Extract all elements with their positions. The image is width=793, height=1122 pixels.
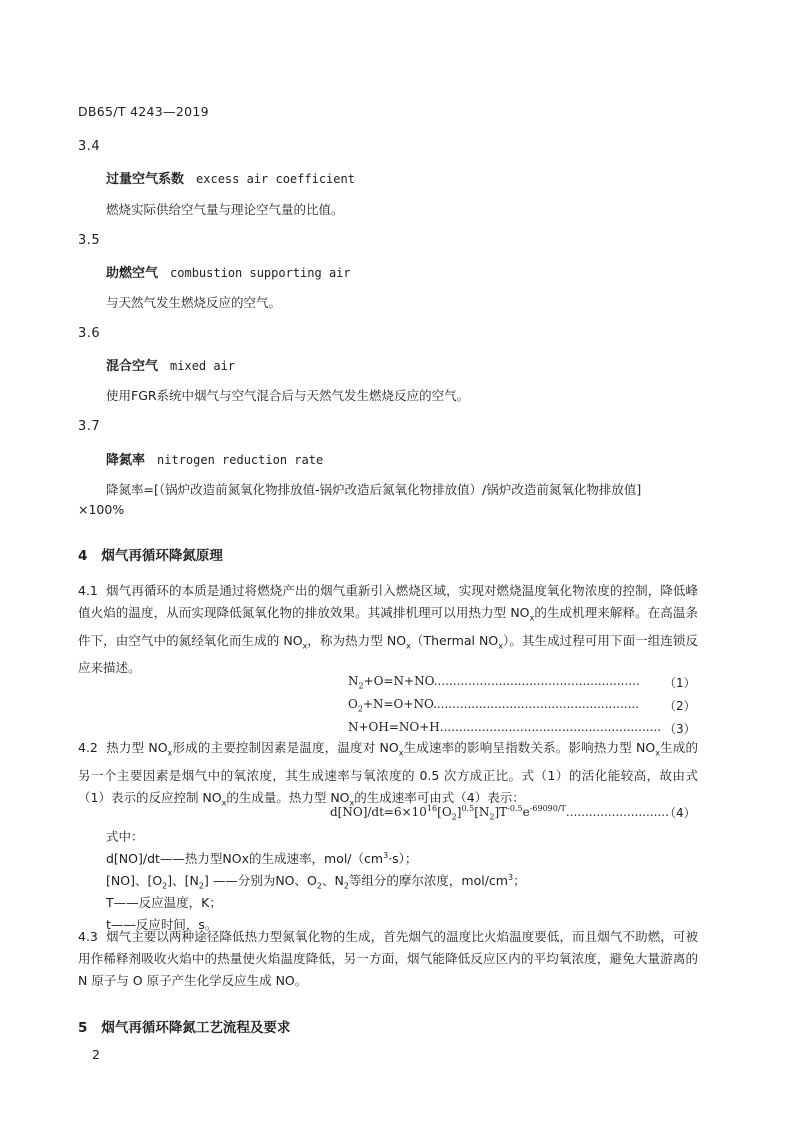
where-text: ·s）； xyxy=(388,851,418,866)
term-title xyxy=(106,168,355,187)
eq-sup: -69090/T xyxy=(529,804,566,813)
term-en: mixed air xyxy=(170,359,236,373)
where-line xyxy=(106,849,417,867)
where-sup: 3 xyxy=(383,850,389,860)
section-heading xyxy=(78,1016,290,1036)
term-title xyxy=(106,262,351,281)
where-text: [NO]、[O xyxy=(106,873,163,888)
where-sub: 2 xyxy=(343,881,349,891)
equation-4 xyxy=(330,804,669,821)
subscript: x xyxy=(221,798,227,807)
eq-leader: ...................................................... xyxy=(433,697,640,711)
section-number: 5 xyxy=(78,1020,88,1036)
term-number: 3.7 xyxy=(78,419,101,434)
eq-text: e xyxy=(522,805,530,819)
where-line: T——反应温度，K； xyxy=(106,895,222,910)
term-zh: 过量空气系数 xyxy=(106,172,185,187)
standard-id: DB65/T 4243—2019 xyxy=(78,104,209,119)
eq-text: O xyxy=(348,697,358,711)
subscript: x xyxy=(655,748,660,758)
eq-sub: 2 xyxy=(489,812,495,822)
clause-number: 4.1 xyxy=(78,583,98,598)
term-definition: 与天然气发生燃烧反应的空气。 xyxy=(106,295,282,310)
subscript: x xyxy=(529,613,535,623)
equation-2 xyxy=(348,697,639,713)
term-number: 3.5 xyxy=(78,233,101,248)
where-text: 、N xyxy=(321,873,344,888)
where-sub: 2 xyxy=(198,881,204,891)
term-zh: 助燃空气 xyxy=(106,266,159,281)
where-line xyxy=(106,871,526,891)
section-title: 烟气再循环降氮工艺流程及要求 xyxy=(101,1020,291,1036)
subscript: x xyxy=(498,641,503,650)
paragraph-4-3 xyxy=(78,926,698,992)
where-sub: 2 xyxy=(162,881,168,891)
equation-number: （3） xyxy=(664,722,696,736)
eq-leader: .......................................................... xyxy=(439,720,662,734)
term-definition: 燃烧实际供给空气量与理论空气量的比值。 xyxy=(106,202,344,217)
where-line: t——反应时间，s。 xyxy=(106,917,218,932)
eq-text: N xyxy=(348,674,359,688)
para-text: 生成速率的影响呈指数关系。影响热力型 NO xyxy=(403,740,656,755)
subscript: x xyxy=(398,748,404,758)
subscript: x xyxy=(349,798,355,807)
eq-text: d[NO]/dt=6×10 xyxy=(330,805,427,819)
para-text: 热力型 NO xyxy=(106,740,168,755)
para-text: ，称为热力型 NO xyxy=(307,632,407,648)
para-text: 的生成量。热力型 NO xyxy=(226,789,350,805)
eq-text: +N=O+NO xyxy=(362,697,434,711)
eq-leader: ........................... xyxy=(565,805,669,819)
where-text: 等组分的摩尔浓度，mol/cm xyxy=(348,873,508,888)
equation-3 xyxy=(348,720,661,734)
term-definition: 降氮率=[（锅炉改造前氮氧化物排放值-锅炉改造后氮氧化物排放值）/锅炉改造前氮氧化物排放值] xyxy=(106,482,642,497)
eq-text: ] xyxy=(456,805,462,819)
para-text: 形成的主要控制因素是温度，温度对 NO xyxy=(172,740,399,755)
para-text: 的生成机理来解释。在高温条件下，由空气中的氮经氧化而生成的 NO xyxy=(78,605,698,648)
eq-text: [O xyxy=(437,805,452,819)
eq-text: [N xyxy=(474,805,490,819)
subscript: x xyxy=(406,641,411,650)
section-title: 烟气再循环降氮原理 xyxy=(101,548,223,564)
term-en: nitrogen reduction rate xyxy=(157,453,324,467)
term-title xyxy=(106,355,235,374)
eq-sup: -0.5 xyxy=(507,804,523,813)
eq-sub: 2 xyxy=(357,704,363,714)
term-definition: 使用FGR系统中烟气与空气混合后与天然气发生燃烧反应的空气。 xyxy=(106,388,470,403)
equation-1 xyxy=(348,674,640,690)
para-text: 的生成速率可由式（4）表示： xyxy=(354,789,525,805)
where-text: ] ——分别为NO、O xyxy=(203,873,317,888)
term-title xyxy=(106,449,323,468)
paragraph-4-1 xyxy=(78,580,698,679)
subscript: x xyxy=(167,748,173,758)
eq-leader: ...................................................... xyxy=(433,674,640,688)
eq-text: +O=N+NO xyxy=(363,674,434,688)
where-text: ； xyxy=(513,873,526,888)
where-sub: 2 xyxy=(316,881,322,891)
eq-sup: 16 xyxy=(426,804,438,813)
subscript: x xyxy=(302,641,308,650)
para-text: 生成的另一个主要因素是烟气中的氧浓度，其生成速率与氧浓度的 0.5 次方成正比。式（1）的活化能较高，故由式（1）表示的反应控制 NO xyxy=(78,740,698,805)
section-number: 4 xyxy=(78,548,88,564)
section-heading xyxy=(78,544,223,564)
para-text: ）。其生成过程可用下面一组连锁反应来描述。 xyxy=(78,632,698,675)
equation-number: （1） xyxy=(664,676,696,690)
eq-text: N+OH=NO+H xyxy=(348,720,440,734)
term-number: 3.4 xyxy=(78,139,101,154)
equation-number: （4） xyxy=(664,806,696,820)
where-sup: 3 xyxy=(507,872,514,882)
paragraph-4-2 xyxy=(78,737,698,814)
eq-sub: 2 xyxy=(358,681,364,691)
para-text: 烟气再循环的本质是通过将燃烧产出的烟气重新引入燃烧区域，实现对燃烧温度氧化物浓度的控制，降低峰值火焰的温度，从而实现降低氮氧化物的排放效果。其减排机理可以用热力型 NO xyxy=(78,583,698,620)
term-zh: 降氮率 xyxy=(106,453,146,468)
term-en: excess air coefficient xyxy=(196,172,355,186)
where-text: ]、[N xyxy=(167,873,199,888)
term-zh: 混合空气 xyxy=(106,359,159,374)
page-number: 2 xyxy=(92,1047,100,1062)
para-text: （Thermal NO xyxy=(410,632,499,648)
eq-sup: 0.5 xyxy=(461,804,475,813)
equation-number: （2） xyxy=(664,699,696,713)
where-text: d[NO]/dt——热力型NOx的生成速率，mol/（cm xyxy=(106,851,384,866)
eq-sub: 2 xyxy=(451,812,457,822)
where-label: 式中： xyxy=(106,829,144,844)
clause-number: 4.3 xyxy=(78,929,98,944)
term-definition-cont: ×100% xyxy=(78,502,125,517)
term-en: combustion supporting air xyxy=(170,266,351,280)
eq-text: ]T xyxy=(494,805,508,819)
clause-number: 4.2 xyxy=(78,740,98,755)
term-number: 3.6 xyxy=(78,326,101,341)
para-text: 烟气主要以两种途径降低热力型氮氧化物的生成，首先烟气的温度比火焰温度要低，而且烟气不助燃，可被用作稀释剂吸收火焰中的热量使火焰温度降低，另一方面，烟气能降低反应区内的平均氧浓度，避免大量游离的 N 原子与 O 原子产生化学反应生成 NO。 xyxy=(78,929,698,988)
